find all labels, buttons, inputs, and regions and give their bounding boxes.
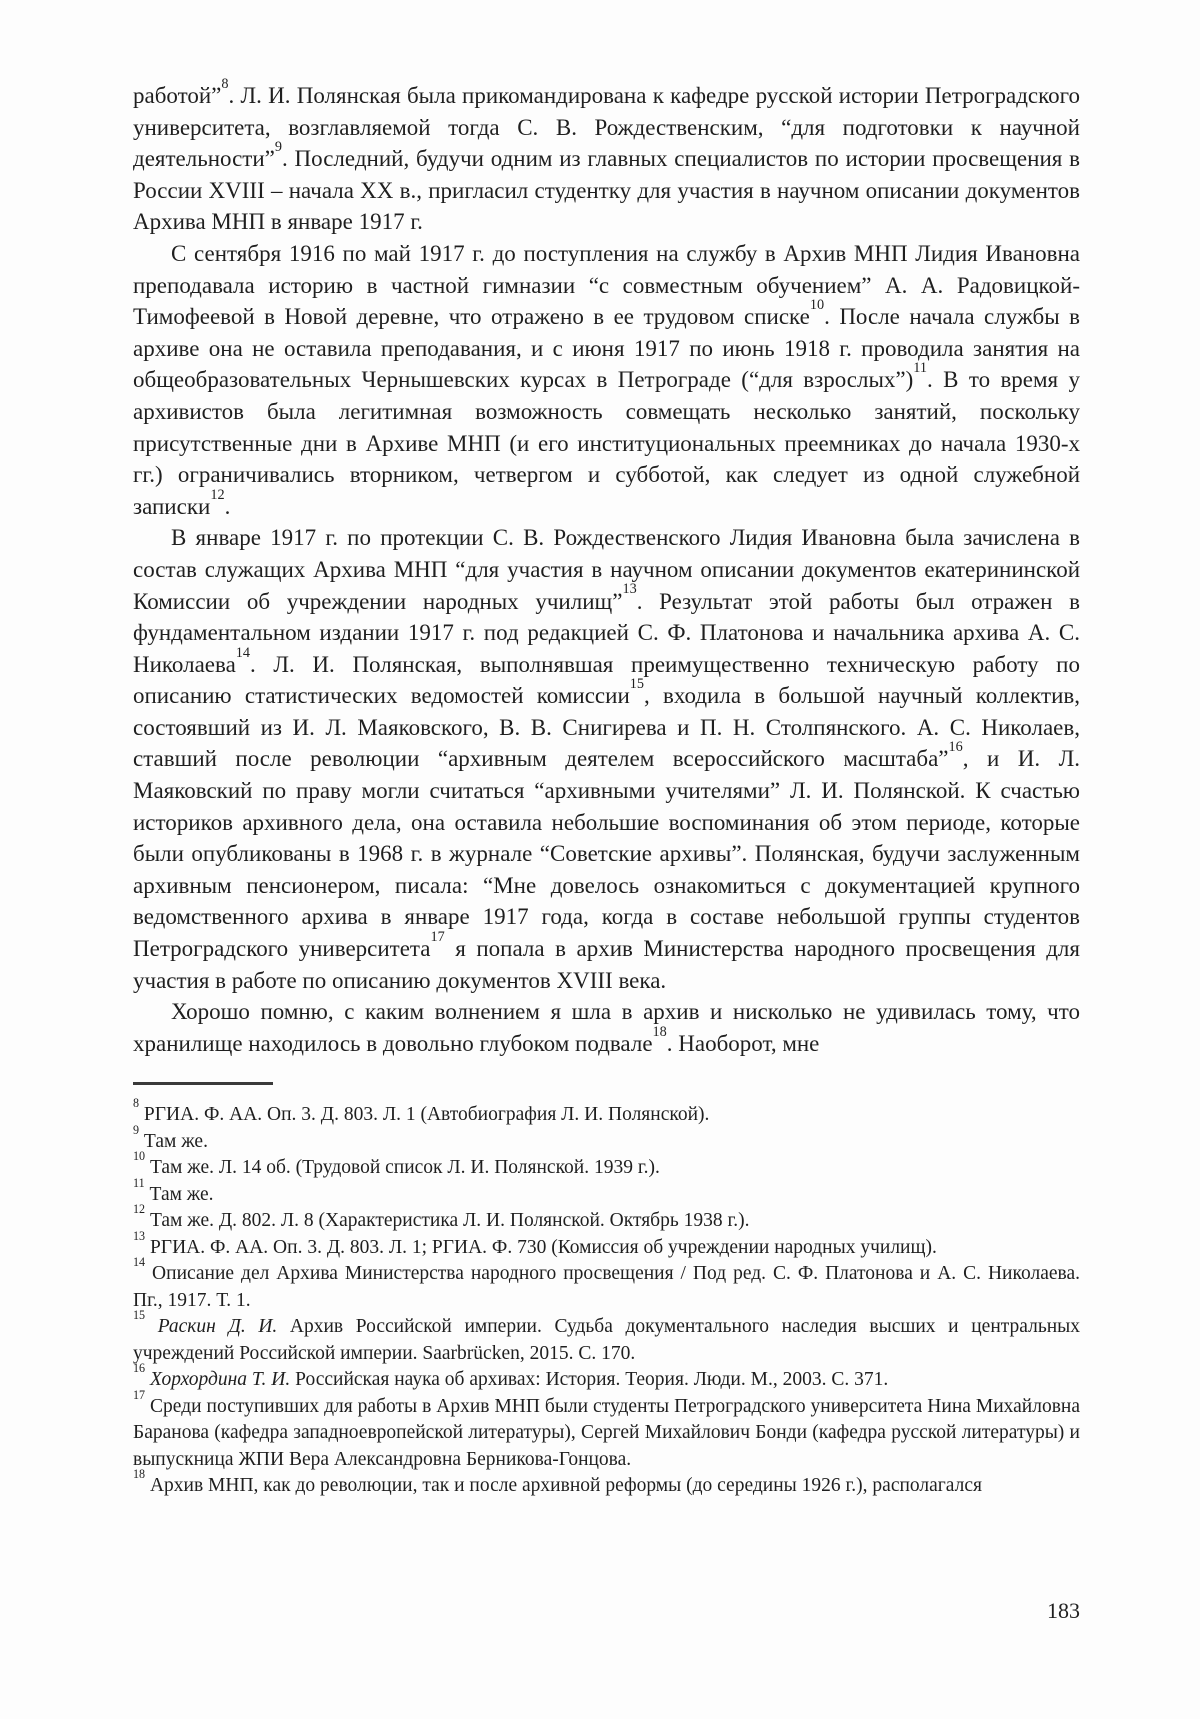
footnote-number: 18	[133, 1467, 146, 1482]
paragraph: С сентября 1916 по май 1917 г. до поступления на службу в Архив МНП Лидия Ивановна преподавала историю в частной гимназии “с совместным обучением” А. А. Радовицкой-Тимофеевой в Новой деревне, что отражено в ее трудовом списке$^{10}$. После начала службы в архиве она не оставила преподавания, и с июня 1917 по июнь 1918 г. проводила занятия на общеобразовательных Чернышевских курсах в Петрограде (“для взрослых”)$^{11}$. В то время у архивистов была легитимная возможность совмещать несколько занятий, поскольку присутственные дни в Архиве МНП (и его институциональных преемниках до начала 1930-х гг.) ограничивались вторником, четвергом и субботой, как следует из одной служебной записки$^{12}$.	[133, 240, 1080, 519]
paragraph: работой”$^8$. Л. И. Полянская была прикомандирована к кафедре русской истории Петроградского университета, возглавляемой тогда С. В. Рождественским, “для подготовки к научной деятельности”$^9$. Последний, будучи одним из главных специалистов по истории просвещения в России XVIII – начала XX в., пригласил студентку для участия в научном описании документов Архива МНП в январе 1917 г.	[133, 75, 1080, 235]
footnote-item: $^{14}$ Описание дел Архива Министерства народного просвещения / Под ред. С. Ф. Платонова и А. С. Николаева. Пг., 1917. Т. 1.	[133, 1255, 1080, 1311]
page-number: 183	[1047, 1598, 1080, 1623]
footnote-ref: 13	[622, 581, 637, 598]
footnote-item: $^{15}$ Раскин Д. И. Архив Российской империи. Судьба документального наследия высших и центральных учреждений Российской империи. Saarbrücken, 2015. С. 170.	[133, 1308, 1080, 1364]
footnote-ref: 12	[210, 486, 225, 503]
footnote-number: 12	[133, 1202, 146, 1217]
footnote-number: 10	[133, 1149, 146, 1164]
footnote-ref: 10	[809, 297, 825, 314]
paragraph: Хорошо помню, с каким волнением я шла в архив и нисколько не удивилась тому, что хранилище находилось в довольно глубоком подвале$^{18}$. Наоборот, мне	[133, 999, 1080, 1056]
footnote-ref: 8	[221, 75, 229, 92]
footnote-item: $^9$ Там же.	[133, 1122, 208, 1152]
footnote-item: $^{17}$ Среди поступивших для работы в Архив МНП были студенты Петроградского университета Нина Михайловна Баранова (кафедра западноевропейской литературы), Сергей Михайлович Бонди (кафедра русской литературы) и выпускница ЖПИ Вера Александровна Берникова-Гонцова.	[133, 1387, 1081, 1470]
footnote-number: 16	[133, 1361, 146, 1376]
paragraph: В январе 1917 г. по протекции С. В. Рождественского Лидия Ивановна была зачислена в состав служащих Архива МНП “для участия в научном описании документов екатерининской Комиссии об учреждении народных училищ”$^{13}$. Результат этой работы был отражен в фундаментальном издании 1917 г. под редакцией С. Ф. Платонова и начальника архива А. С. Николаева$^{14}$. Л. И. Полянская, выполнявшая преимущественно техническую работу по описанию статистических ведомостей комиссии$^{15}$, входила в большой научный коллектив, состоявший из И. Л. Маяковского, В. В. Снигирева и П. Н. Столпянского. А. С. Николаев, ставший после революции “архивным деятелем всероссийского масштаба”$^{16}$, и И. Л. Маяковский по праву могли считаться “архивными учителями” Л. И. Полянской. К счастью историков архивного дела, она оставила небольшие воспоминания об этом периоде, которые были опубликованы в 1968 г. в журнале “Советские архивы”. Полянская, будучи заслуженным архивным пенсионером, писала: “Мне довелось ознакомиться с документацией крупного ведомственного архива в январе 1917 года, когда в составе небольшой группы студентов Петроградского университета$^{17}$ я попала в архив Министерства народного просвещения для участия в работе по описанию документов XVIII века.	[133, 525, 1080, 993]
footnote-number: 11	[133, 1175, 145, 1190]
footnote-item: $^{12}$ Там же. Д. 802. Л. 8 (Характеристика Л. И. Полянской. Октябрь 1938 г.).	[133, 1202, 750, 1232]
footnote-ref: 18	[652, 1023, 667, 1040]
footnote-ref: 16	[948, 739, 963, 756]
footnote-number: 9	[133, 1122, 140, 1137]
footnotes-section	[133, 1096, 1081, 1500]
footnote-item: $^{18}$ Архив МНП, как до революции, так и после архивной реформы (до середины 1926 г.), располагался	[133, 1467, 982, 1497]
author-name-italic: Раскин Д. И.	[157, 1316, 278, 1338]
footnote-ref: 11	[913, 360, 928, 377]
footnote-item: $^8$ РГИА. Ф. АА. Оп. 3. Д. 803. Л. 1 (Автобиография Л. И. Полянской).	[133, 1096, 710, 1126]
footnote-item: $^{16}$ Хорхордина Т. И. Российская наука об архивах: История. Теория. Люди. М., 2003. С. 371.	[133, 1361, 889, 1391]
footnote-number: 15	[133, 1308, 146, 1323]
footnote-separator	[133, 1082, 273, 1085]
footnote-number: 17	[133, 1387, 146, 1402]
footnote-item: $^{13}$ РГИА. Ф. АА. Оп. 3. Д. 803. Л. 1; РГИА. Ф. 730 (Комиссия об учреждении народных училищ).	[133, 1228, 937, 1258]
text-column	[133, 75, 1081, 1500]
footnote-ref: 9	[274, 139, 282, 156]
author-name-italic: Хорхордина Т. И.	[149, 1369, 291, 1391]
footnote-item: $^{11}$ Там же.	[133, 1175, 214, 1205]
footnote-ref: 14	[235, 644, 251, 661]
footnote-ref: 17	[430, 928, 445, 945]
footnote-number: 8	[133, 1096, 140, 1111]
footnote-ref: 15	[629, 676, 645, 693]
footnote-number: 13	[133, 1228, 146, 1243]
body-text	[133, 75, 1080, 1059]
footnote-number: 14	[133, 1255, 146, 1270]
footnote-item: $^{10}$ Там же. Л. 14 об. (Трудовой список Л. И. Полянской. 1939 г.).	[133, 1149, 660, 1179]
